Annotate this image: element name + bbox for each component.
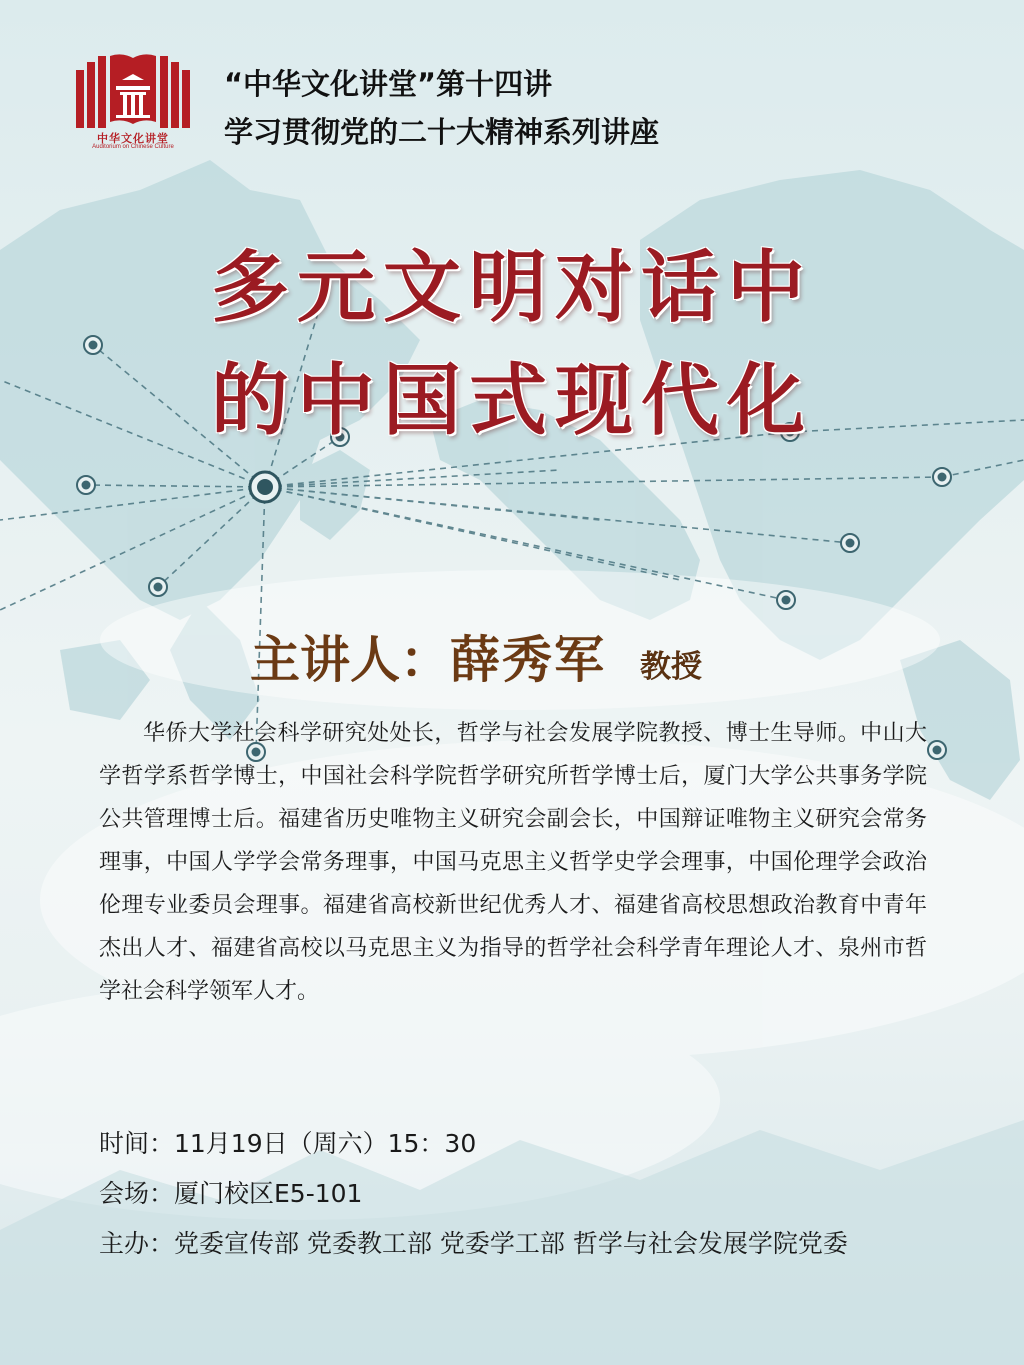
speaker-line [250, 620, 702, 692]
event-host: 主办：党委宣传部 党委教工部 党委学工部 哲学与社会发展学院党委 [99, 1229, 848, 1258]
series-heading: “中华文化讲堂”第十四讲 [224, 67, 553, 101]
speaker-label: 主讲人： [250, 630, 450, 689]
lecture-title-line-2: 的中国式现代化 [210, 355, 813, 446]
event-venue: 会场：厦门校区E5-101 [99, 1179, 363, 1208]
logo-caption: 中华文化讲堂 [97, 132, 169, 145]
speaker-bio: 华侨大学社会科学研究处处长，哲学与社会发展学院教授、博士生导师。中山大学哲学系哲学博士，中国社会科学院哲学研究所哲学博士后，厦门大学公共事务学院公共管理博士后。福建省历史唯物主义研究会副会长，中国辩证唯物主义研究会常务理事，中国人学学会常务理事，中国马克思主义哲学史学会理事，中国伦理学会政治伦理专业委员会理事。福建省高校新世纪优秀人才、福建省高校思想政治教育中青年杰出人才、福建省高校以马克思主义为指导的哲学社会科学青年理论人才、泉州市哲学社会科学领军人才。 [99, 721, 927, 1004]
event-time: 时间：11月19日（周六）15：30 [99, 1129, 477, 1158]
speaker-title: 教授 [640, 649, 702, 685]
logo-caption-english: Auditorium on Chinese Culture [92, 144, 174, 150]
speaker-name: 薛秀军 [450, 630, 606, 689]
lecture-title-line-1: 多元文明对话中 [210, 242, 813, 333]
series-subheading: 学习贯彻党的二十大精神系列讲座 [224, 115, 660, 149]
